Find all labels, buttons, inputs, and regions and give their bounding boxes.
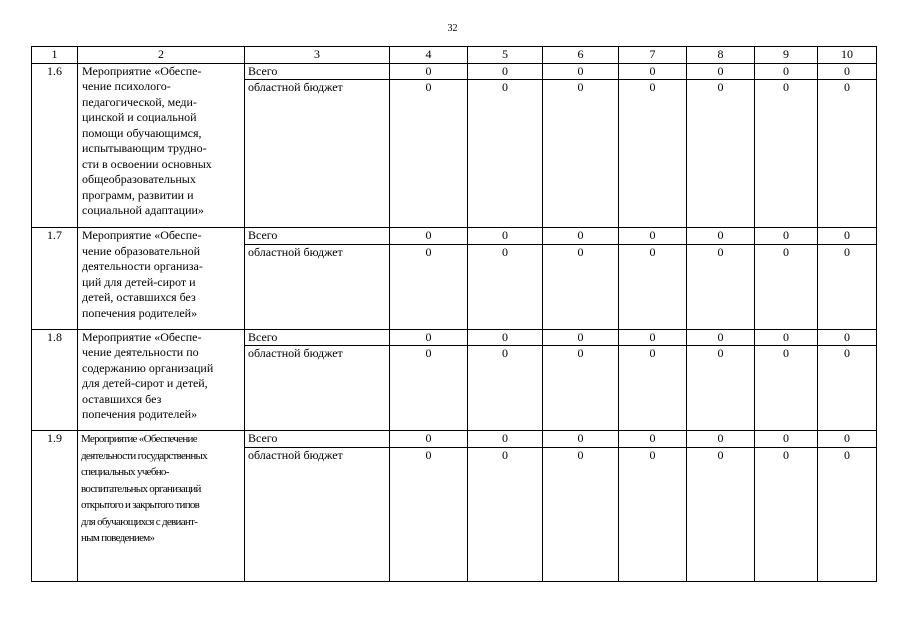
value-cell: 0 — [468, 80, 543, 228]
description-line: помощи обучающимся, — [82, 125, 202, 140]
value-cell: 0 — [687, 80, 755, 228]
funding-source: Всего — [245, 228, 390, 245]
column-header: 5 — [468, 47, 543, 64]
value-cell: 0 — [818, 80, 877, 228]
description-line: Мероприятие «Обеспе- — [82, 63, 202, 78]
value-cell: 0 — [755, 447, 818, 581]
funding-source: областной бюджет — [245, 447, 390, 581]
value-cell: 0 — [755, 80, 818, 228]
page-number: 32 — [447, 23, 458, 34]
value-cell: 0 — [818, 329, 877, 346]
item-row-total — [32, 431, 877, 448]
value-cell: 0 — [619, 346, 687, 431]
column-header: 7 — [619, 47, 687, 64]
column-header: 6 — [543, 47, 619, 64]
value-cell: 0 — [390, 63, 468, 80]
description-line: оставшихся без — [82, 391, 162, 406]
budget-table — [31, 46, 877, 582]
value-cell: 0 — [543, 447, 619, 581]
description-line: попечения родителей» — [82, 305, 198, 320]
value-cell: 0 — [755, 244, 818, 329]
description-line: ным поведением» — [81, 532, 155, 544]
column-header: 4 — [390, 47, 468, 64]
value-cell: 0 — [390, 346, 468, 431]
value-cell: 0 — [755, 63, 818, 80]
value-cell: 0 — [543, 329, 619, 346]
value-cell: 0 — [619, 80, 687, 228]
description-line: ций для детей-сирот и — [82, 274, 196, 289]
column-header: 3 — [245, 47, 390, 64]
description-line: специальных учебно- — [81, 466, 169, 478]
description-line: содержанию организаций — [82, 360, 214, 375]
value-cell: 0 — [755, 228, 818, 245]
column-header: 9 — [755, 47, 818, 64]
value-cell: 0 — [818, 228, 877, 245]
value-cell: 0 — [619, 447, 687, 581]
item-description — [78, 63, 245, 228]
value-cell: 0 — [818, 244, 877, 329]
item-number: 1.9 — [32, 431, 78, 582]
value-cell: 0 — [468, 244, 543, 329]
value-cell: 0 — [687, 447, 755, 581]
item-row-total — [32, 228, 877, 245]
value-cell: 0 — [390, 80, 468, 228]
item-description — [78, 431, 245, 582]
description-line: Мероприятие «Обеспе- — [82, 228, 202, 242]
value-cell: 0 — [390, 447, 468, 581]
value-cell: 0 — [543, 228, 619, 245]
description-line: цинской и социальной — [82, 110, 197, 124]
description-line: программ, развитии и — [82, 187, 194, 202]
funding-source: Всего — [245, 431, 390, 448]
item-number: 1.7 — [32, 228, 78, 330]
value-cell: 0 — [543, 63, 619, 80]
description-line: социальной адаптации» — [82, 203, 204, 217]
value-cell: 0 — [468, 329, 543, 346]
value-cell: 0 — [687, 329, 755, 346]
description-line: деятельности организа- — [82, 259, 203, 273]
value-cell: 0 — [619, 228, 687, 245]
funding-source: Всего — [245, 329, 390, 346]
value-cell: 0 — [818, 346, 877, 431]
column-header: 10 — [818, 47, 877, 64]
value-cell: 0 — [687, 244, 755, 329]
description-line: испытывающим трудно- — [82, 141, 207, 155]
description-line: чение деятельности по — [82, 345, 199, 359]
column-header: 2 — [78, 47, 245, 64]
value-cell: 0 — [687, 431, 755, 448]
value-cell: 0 — [543, 431, 619, 448]
value-cell: 0 — [687, 228, 755, 245]
description-line: воспитательных организаций — [81, 482, 201, 495]
description-line: Мероприятие «Обеспе- — [82, 329, 202, 344]
value-cell: 0 — [543, 244, 619, 329]
description-line: Мероприятие «Обеспечение — [81, 433, 197, 445]
value-cell: 0 — [390, 431, 468, 448]
description-line: сти в освоении основных — [82, 156, 212, 171]
description-line: педагогической, меди- — [82, 94, 197, 109]
value-cell: 0 — [687, 63, 755, 80]
description-line: деятельности государственных — [81, 449, 208, 462]
column-header: 8 — [687, 47, 755, 64]
value-cell: 0 — [468, 431, 543, 448]
value-cell: 0 — [619, 63, 687, 80]
value-cell: 0 — [619, 244, 687, 329]
value-cell: 0 — [468, 447, 543, 581]
value-cell: 0 — [818, 63, 877, 80]
value-cell: 0 — [755, 346, 818, 431]
description-line: для детей-сирот и детей, — [82, 376, 208, 390]
value-cell: 0 — [390, 228, 468, 245]
item-number: 1.6 — [32, 63, 78, 228]
item-description — [78, 228, 245, 330]
value-cell: 0 — [390, 329, 468, 346]
value-cell: 0 — [687, 346, 755, 431]
value-cell: 0 — [468, 346, 543, 431]
value-cell: 0 — [818, 447, 877, 581]
value-cell: 0 — [755, 329, 818, 346]
item-row-total — [32, 63, 877, 80]
header-row — [32, 47, 877, 64]
description-line: чение психолого- — [82, 79, 171, 93]
column-header: 1 — [32, 47, 78, 64]
funding-source: областной бюджет — [245, 346, 390, 431]
value-cell: 0 — [543, 346, 619, 431]
value-cell: 0 — [543, 80, 619, 228]
description-line: детей, оставшихся без — [82, 290, 196, 304]
value-cell: 0 — [390, 244, 468, 329]
item-description — [78, 329, 245, 431]
funding-source: Всего — [245, 63, 390, 80]
value-cell: 0 — [619, 431, 687, 448]
item-row-total — [32, 329, 877, 346]
funding-source: областной бюджет — [245, 80, 390, 228]
value-cell: 0 — [468, 228, 543, 245]
value-cell: 0 — [619, 329, 687, 346]
value-cell: 0 — [755, 431, 818, 448]
value-cell: 0 — [468, 63, 543, 80]
value-cell: 0 — [818, 431, 877, 448]
description-line: чение образовательной — [82, 243, 201, 258]
item-number: 1.8 — [32, 329, 78, 431]
description-line: открытого и закрытого типов — [81, 499, 200, 511]
funding-source: областной бюджет — [245, 244, 390, 329]
description-line: общеобразовательных — [82, 172, 196, 186]
description-line: попечения родителей» — [82, 407, 198, 421]
description-line: для обучающихся с девиант- — [81, 515, 198, 528]
